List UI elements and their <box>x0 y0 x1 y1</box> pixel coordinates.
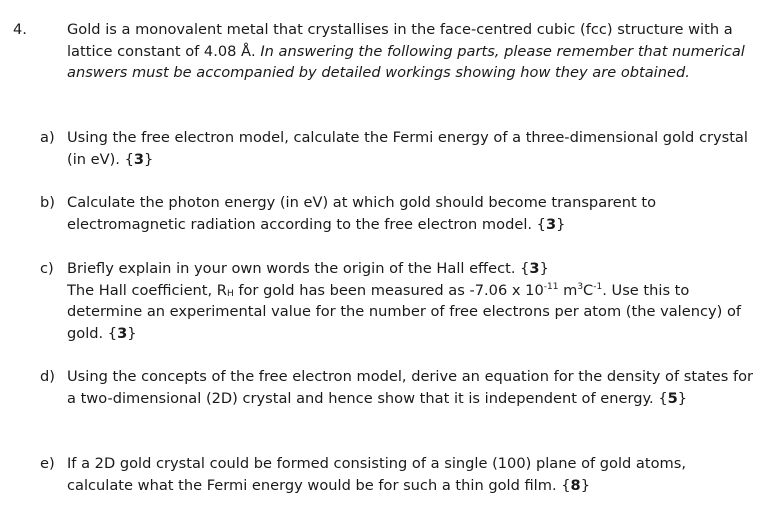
question-intro <box>67 19 757 84</box>
part-text: Using the concepts of the free electron model, derive an equation for the density of states for a two-dimensional (2D) crystal and hence show that it is independent of energy. {5} <box>67 368 754 407</box>
part-letter: c) <box>40 260 54 277</box>
marks: {3} <box>107 324 137 342</box>
intro-text: Gold is a monovalent metal that crystallises in the face-centred cubic (fcc) structure with a lattice constant of 4.08 Å. <box>67 21 733 60</box>
intro-instruction: In answering the following parts, please remember that numerical answers must be accompanied by detailed workings showing how they are obtained. <box>67 42 745 82</box>
part-text: If a 2D gold crystal could be formed consisting of a single (100) plane of gold atoms, calculate what the Fermi energy would be for such a thin gold film. {8} <box>67 455 686 494</box>
part-text: Using the free electron model, calculate the Fermi energy of a three-dimensional gold crystal (in eV). {3} <box>67 129 748 168</box>
part-e <box>40 453 755 496</box>
part-text: Briefly explain in your own words the origin of the Hall effect. {3} The Hall coefficient, $R_H$ for gold has been measured as -7.06 x $10^{-11}$ $m^3C^{-1}$. Use this to determine an experimental value for the number of free electrons per atom (the valency) of gold. {3} <box>67 260 742 342</box>
part-b <box>40 192 755 235</box>
question-number: 4. <box>13 21 27 38</box>
part-a <box>40 127 755 170</box>
marks: {5} <box>658 389 688 407</box>
part-d <box>40 366 755 409</box>
part-letter: a) <box>40 129 55 146</box>
marks: {3} <box>520 260 549 277</box>
marks: {3} <box>536 215 566 233</box>
part-text: Calculate the photon energy (in eV) at which gold should become transparent to electromagnetic radiation according to the free electron model. {3} <box>67 194 657 233</box>
part-c <box>40 258 755 344</box>
marks: {3} <box>124 150 154 168</box>
part-letter: e) <box>40 455 55 472</box>
part-letter: b) <box>40 194 55 211</box>
part-letter: d) <box>40 368 55 385</box>
marks: {8} <box>561 476 590 494</box>
